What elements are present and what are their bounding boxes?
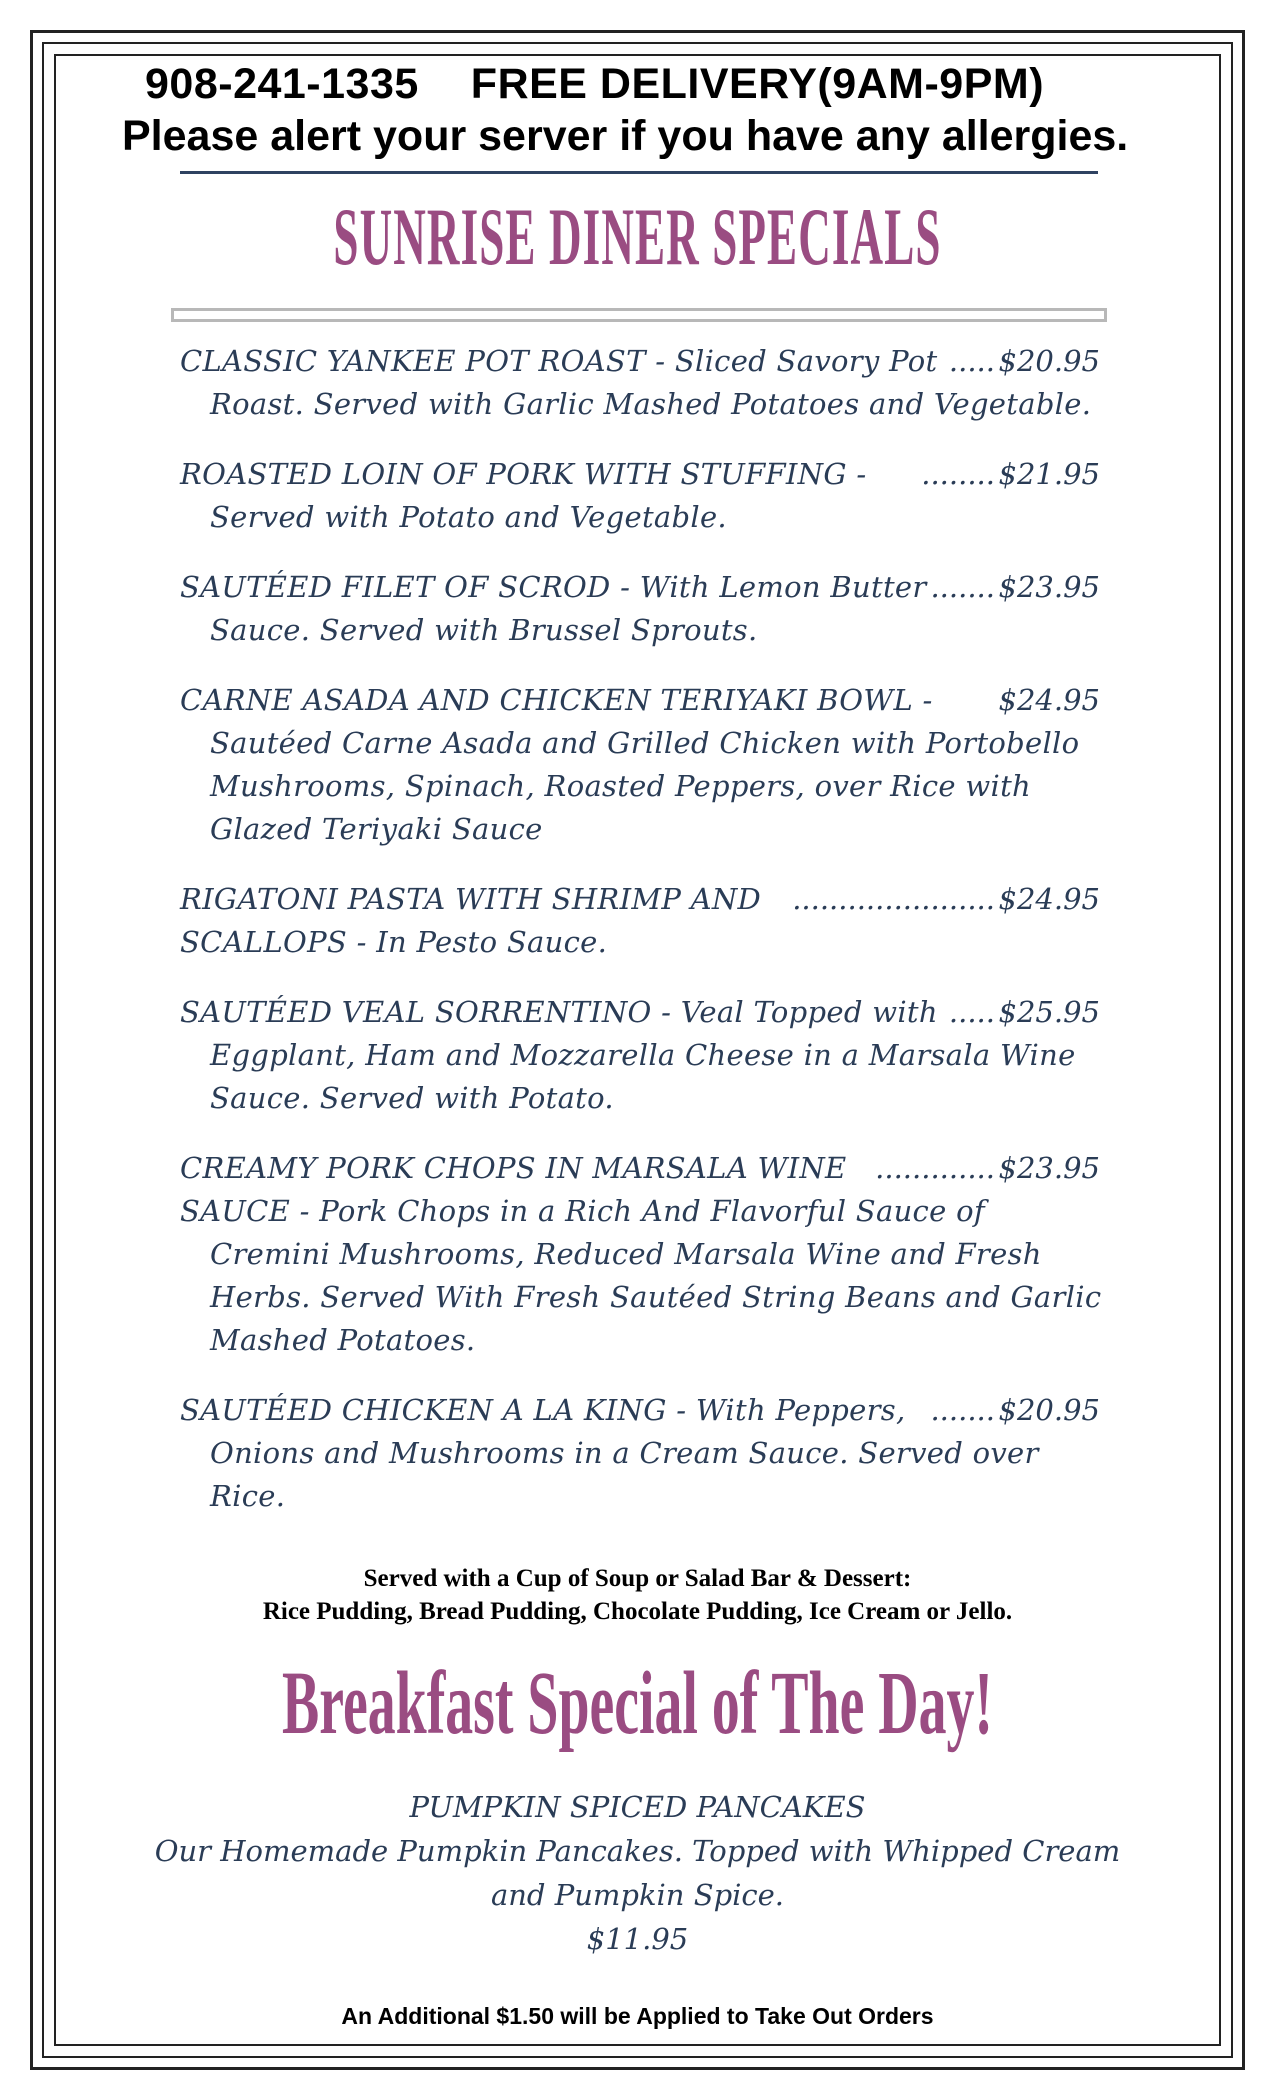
menu-item-price: $21.95 [998,457,1100,491]
menu-item-description [180,722,1100,765]
menu-item-text: CARNE ASADA AND CHICKEN TERIYAKI BOWL - [180,683,933,717]
menu-item-text: ROASTED LOIN OF PORK WITH STUFFING - [180,457,867,491]
menu-item-description [180,1432,1100,1475]
menu-item-text: Eggplant, Ham and Mozzarella Cheese in a Marsala Wine [210,1038,1076,1072]
menu-item-text: CLASSIC YANKEE POT ROAST - Sliced Savory Pot [180,344,938,378]
takeout-note: An Additional $1.50 will be Applied to Take Out Orders [341,2003,934,2029]
menu-item-title [180,566,1100,609]
menu-item-leader-dots: ........ [921,457,995,491]
menu-item-title [180,991,1100,1034]
menu-item-text: SCALLOPS - In Pesto Sauce. [180,925,608,959]
breakfast-desc-1: Our Homemade Pumpkin Pancakes. Topped with Whipped Cream [154,1834,1121,1868]
menu-item [180,1147,1100,1362]
menu-item [180,340,1100,426]
menu-item-price: $24.95 [998,882,1100,916]
menu-item-leader-dots: ............. [875,1151,995,1185]
menu-item [180,679,1100,851]
breakfast-special [0,1785,1275,1961]
menu-item-price: $24.95 [998,683,1100,717]
menu-item [180,878,1100,964]
menu-item-description [180,765,1100,808]
menu-item-text: Roast. Served with Garlic Mashed Potatoes and Vegetable. [210,387,1092,421]
menu-item-text: Glazed Teriyaki Sauce [210,812,543,846]
menu-item-description [180,1475,1100,1518]
specials-menu [180,340,1100,1545]
menu-item [180,1389,1100,1518]
allergy-notice: Please alert your server if you have any allergies. [122,112,1129,160]
menu-item-text: Onions and Mushrooms in a Cream Sauce. Served over [210,1436,1039,1470]
menu-item-text: Sautéed Carne Asada and Grilled Chicken with Portobello [210,726,1080,760]
menu-item-text: Sauce. Served with Potato. [210,1081,614,1115]
menu-item-price: $20.95 [998,344,1100,378]
menu-item-price: $23.95 [998,570,1100,604]
menu-item-text: Mashed Potatoes. [210,1323,476,1357]
menu-item-title [180,453,1100,496]
menu-item-text: Served with Potato and Vegetable. [210,500,727,534]
menu-item-text: RIGATONI PASTA WITH SHRIMP AND [180,882,762,916]
menu-item-text: SAUTÉED VEAL SORRENTINO - Veal Topped with [180,995,938,1029]
menu-item-description [180,1276,1100,1319]
breakfast-price: $11.95 [586,1922,689,1956]
menu-item [180,991,1100,1120]
menu-item-text: Cremini Mushrooms, Reduced Marsala Wine and Fresh [210,1237,1042,1271]
served-with-line-1: Served with a Cup of Soup or Salad Bar & Dessert: [363,1565,912,1592]
menu-item-leader-dots: ...................... [792,882,995,916]
menu-item-text: CREAMY PORK CHOPS IN MARSALA WINE [180,1151,847,1185]
breakfast-name: PUMPKIN SPICED PANCAKES [409,1790,866,1824]
menu-item-title [180,340,1100,383]
menu-item-text: Mushrooms, Spinach, Roasted Peppers, over Rice with [210,769,1032,803]
menu-item-leader-dots: ....... [930,1393,995,1427]
menu-item-description [180,921,1100,964]
menu-item-title [180,679,1100,722]
menu-item-text: SAUTÉED FILET OF SCROD - With Lemon Butter [180,570,927,604]
menu-item-text: Herbs. Served With Fresh Sautéed String Beans and Garlic [210,1280,1102,1314]
menu-item-text: SAUTÉED CHICKEN A LA KING - With Peppers, [180,1393,906,1427]
menu-item-title [180,1389,1100,1432]
menu-item-text: Sauce. Served with Brussel Sprouts. [210,613,758,647]
menu-item-price: $23.95 [998,1151,1100,1185]
menu-item [180,453,1100,539]
breakfast-desc-2: and Pumpkin Spice. [490,1878,785,1912]
menu-item-text: Rice. [210,1479,286,1513]
menu-item-title [180,1147,1100,1190]
menu-item-leader-dots: ..... [948,344,995,378]
menu-item [180,566,1100,652]
menu-item-description [180,496,1100,539]
contact-line [145,60,1145,109]
delivery-hours: FREE DELIVERY(9AM-9PM) [470,60,1045,108]
served-with-line-2: Rice Pudding, Bread Pudding, Chocolate Pudding, Ice Cream or Jello. [262,1598,1013,1625]
menu-item-price: $25.95 [998,995,1100,1029]
menu-item-leader-dots: ..... [948,995,995,1029]
menu-item-text: SAUCE - Pork Chops in a Rich And Flavorful Sauce of [180,1194,985,1228]
menu-item-description [180,1077,1100,1120]
menu-item-description [180,808,1100,851]
menu-item-price: $20.95 [998,1393,1100,1427]
title-divider [171,308,1107,322]
menu-item-leader-dots: ....... [930,570,995,604]
header-divider [180,171,1098,174]
menu-item-description [180,609,1100,652]
menu-item-description [180,1190,1100,1233]
breakfast-title: Breakfast Special of The Day! [282,1654,993,1753]
menu-item-description [180,383,1100,426]
served-with-note [0,1562,1275,1628]
menu-item-description [180,1319,1100,1362]
specials-title: SUNRISE DINER SPECIALS [333,191,942,282]
menu-item-description [180,1034,1100,1077]
phone-number: 908-241-1335 [145,60,419,108]
menu-item-title [180,878,1100,921]
menu-item-description [180,1233,1100,1276]
